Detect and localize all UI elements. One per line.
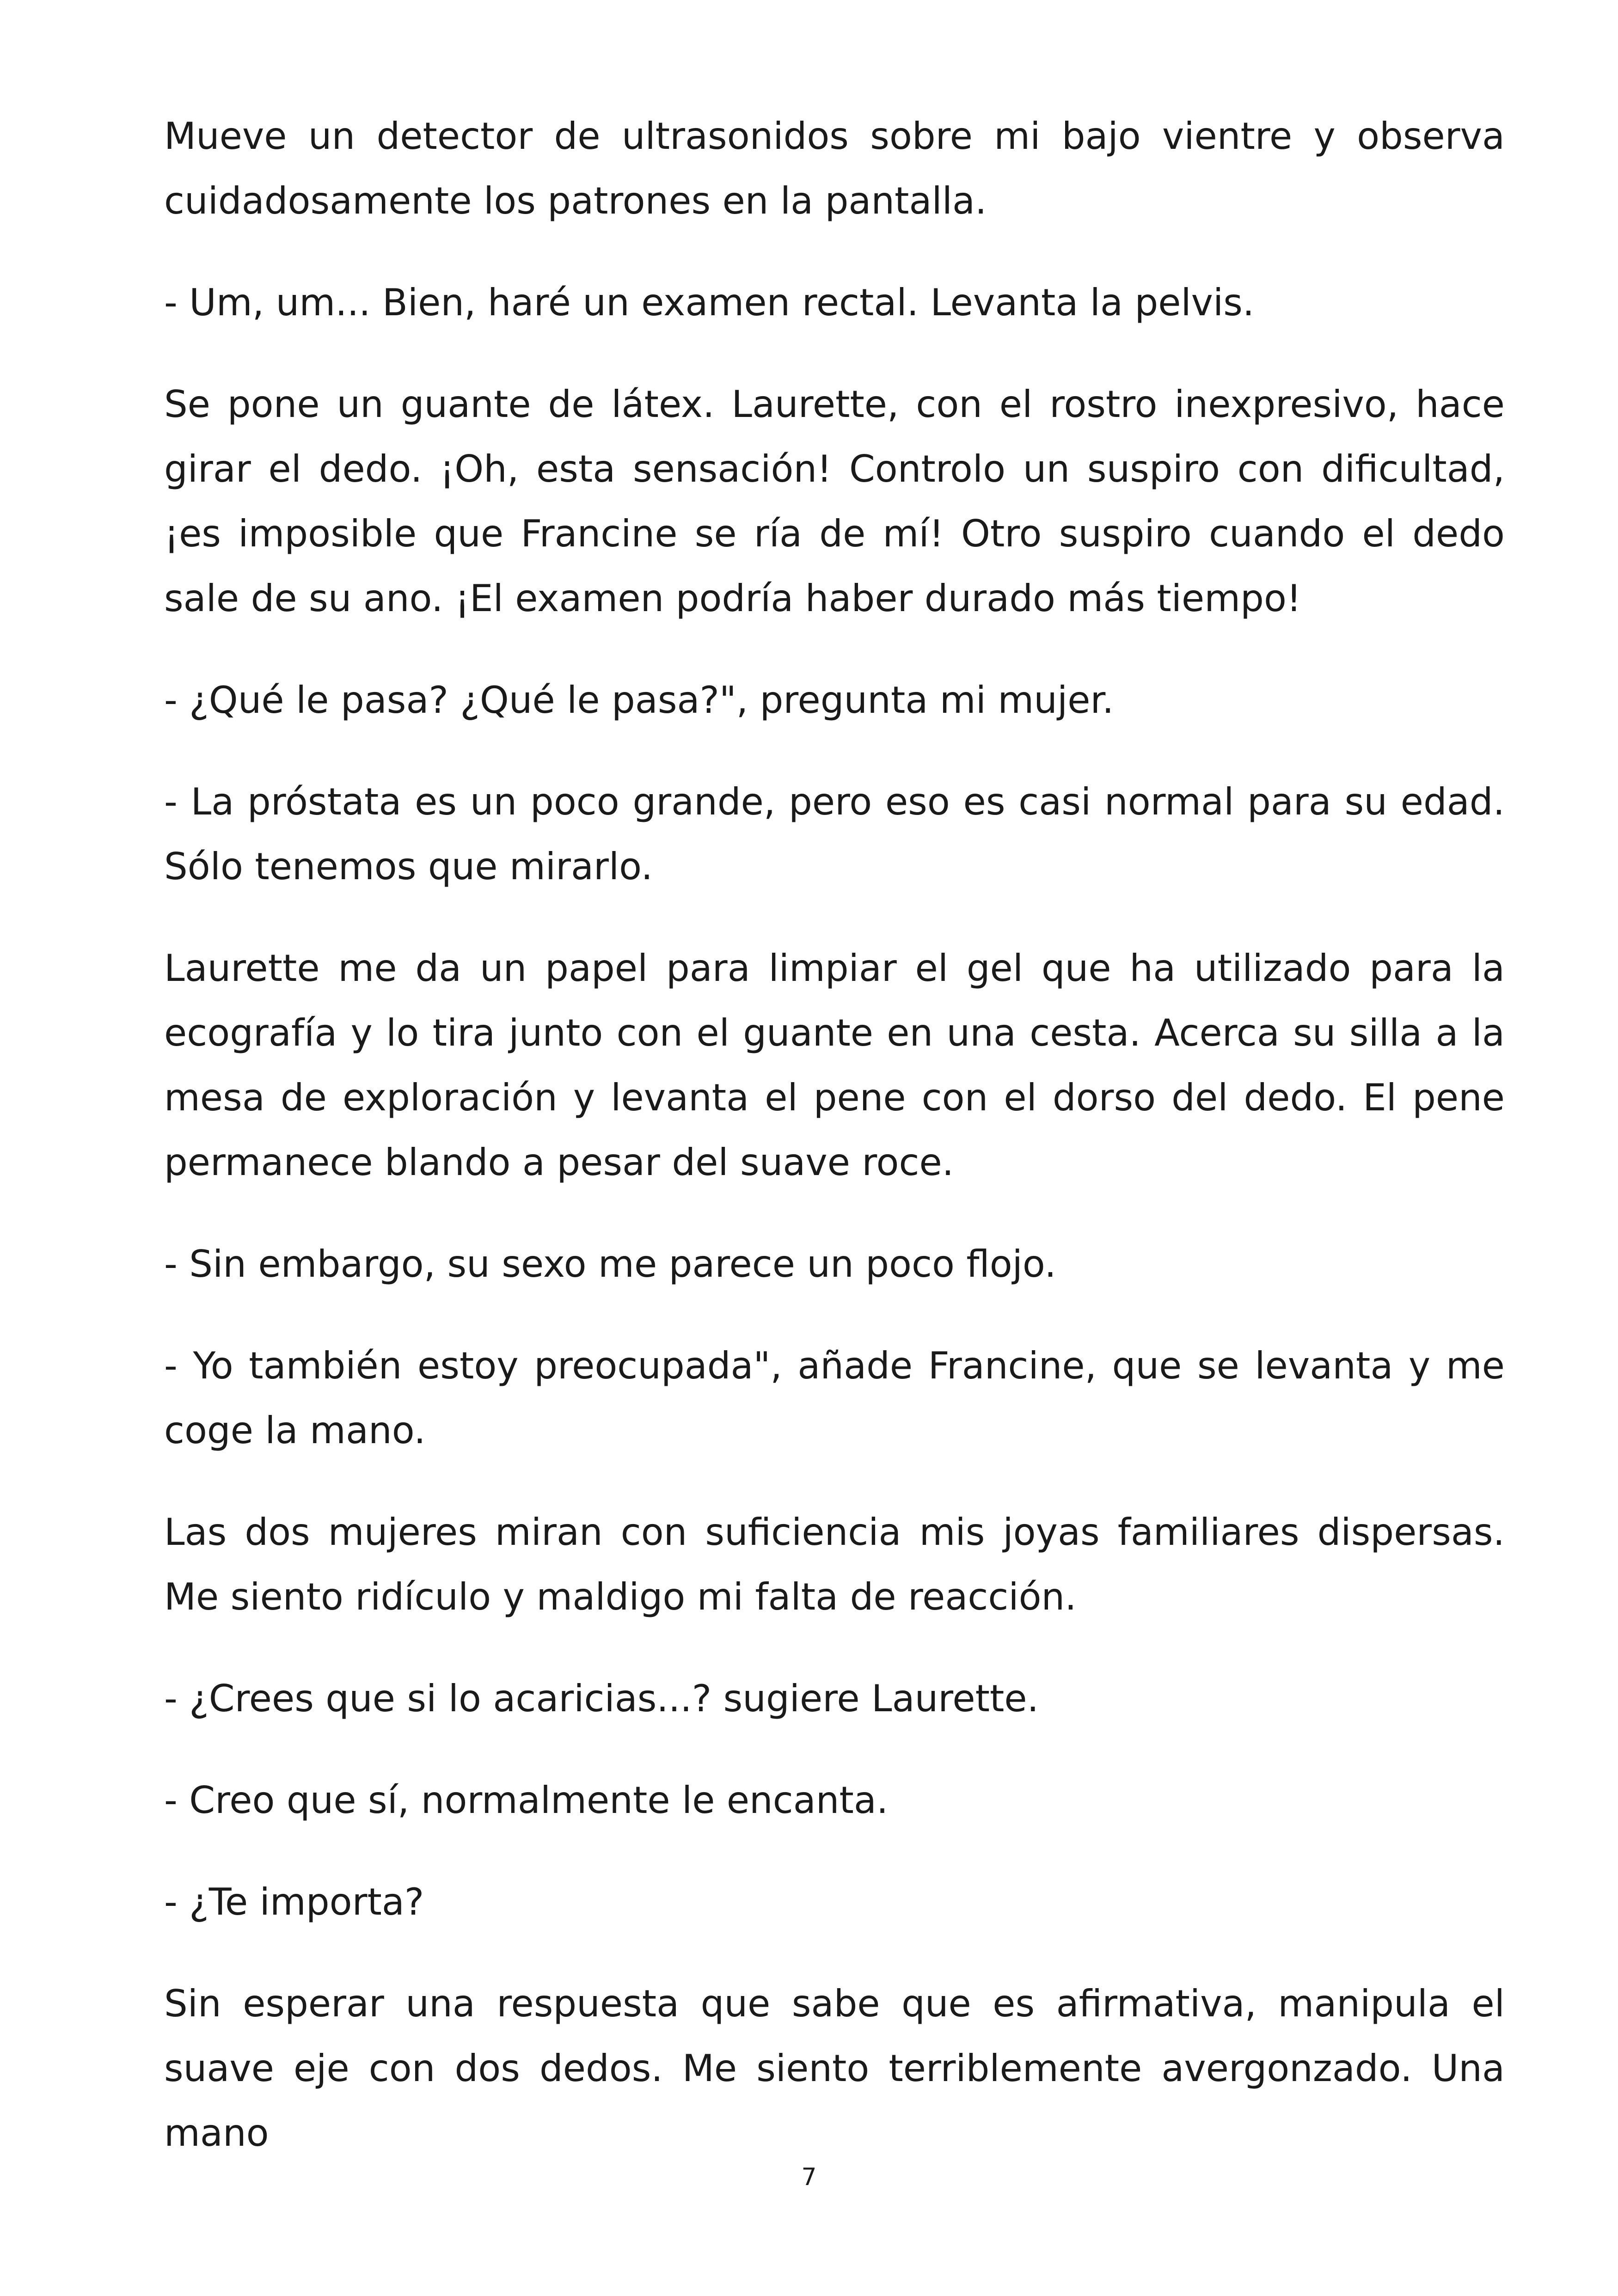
- paragraph: - ¿Te importa?: [164, 1880, 424, 1923]
- paragraph: Se pone un guante de látex. Laurette, con el rostro inexpresivo, hace girar el dedo. ¡Oh, esta sensación! Controlo un suspiro con dificultad, ¡es imposible que Francine se ría de mí! Otro suspiro cuando el dedo sale de su ano. ¡El examen podría haber durado más tiempo!: [164, 383, 1505, 620]
- page-number: 7: [801, 2163, 817, 2191]
- paragraph: - La próstata es un poco grande, pero eso es casi normal para su edad. Sólo tenemos que mirarlo.: [164, 780, 1505, 888]
- paragraph: Laurette me da un papel para limpiar el gel que ha utilizado para la ecografía y lo tira junto con el guante en una cesta. Acerca su silla a la mesa de exploración y levanta el pene con el dorso del dedo. El pene permanece blando a pesar del suave roce.: [164, 947, 1505, 1184]
- paragraph: - ¿Qué le pasa? ¿Qué le pasa?", pregunta mi mujer.: [164, 679, 1114, 722]
- paragraph: - ¿Crees que si lo acaricias...? sugiere Laurette.: [164, 1677, 1039, 1720]
- paragraph: - Creo que sí, normalmente le encanta.: [164, 1779, 889, 1822]
- paragraph: Mueve un detector de ultrasonidos sobre mi bajo vientre y observa cuidadosamente los patrones en la pantalla.: [164, 115, 1505, 222]
- paragraph: - Um, um... Bien, haré un examen rectal. Levanta la pelvis.: [164, 281, 1255, 324]
- paragraph: - Yo también estoy preocupada", añade Francine, que se levanta y me coge la mano.: [164, 1344, 1505, 1452]
- paragraph: Sin esperar una respuesta que sabe que es afirmativa, manipula el suave eje con dos dedos. Me siento terriblemente avergonzado. Una mano: [164, 1982, 1505, 2155]
- body-text: [164, 104, 1505, 2203]
- paragraph: Las dos mujeres miran con suficiencia mis joyas familiares dispersas. Me siento ridículo y maldigo mi falta de reacción.: [164, 1511, 1505, 1618]
- paragraph: - Sin embargo, su sexo me parece un poco flojo.: [164, 1243, 1056, 1286]
